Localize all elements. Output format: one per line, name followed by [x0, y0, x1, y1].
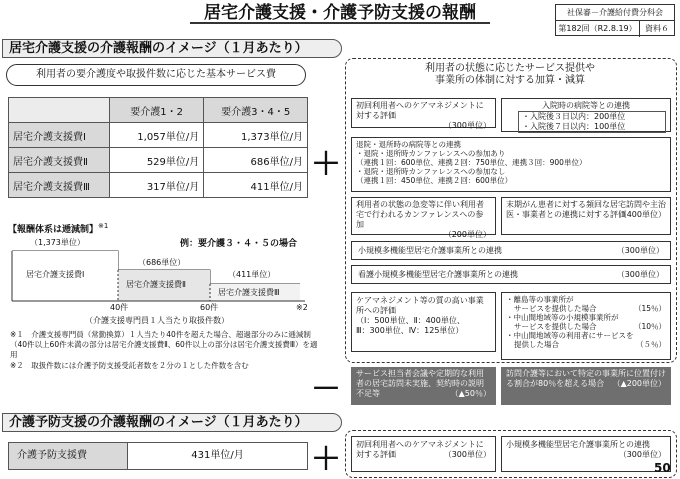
decrease-title: 【報酬体系は逓減制】$^{※1}$ — [8, 222, 109, 235]
page-title: 居宅介護支援・介護予防支援の報酬 — [190, 2, 490, 24]
add-initial: 初回利用者へのケアマネジメントに対する評価 （300単位） — [351, 98, 496, 128]
footnote-1: ※１ 介護支援専門員（常勤換算）１人当たり40件を超えた場合、超過部分のみに逓減制（40件以上60件未満の部分は居宅介護支援費Ⅱ、60件以上の部分は居宅介護支援費Ⅲ）を適用 — [10, 330, 318, 359]
add-high-quality: ケアマネジメント等の質の高い事業所への評価 （Ⅰ：500単位、Ⅱ：400単位、 Ⅲ：300単位、Ⅳ：125単位） — [351, 292, 496, 352]
reduction-2: 訪問介護等において特定の事業所に位置付ける割合が80％を超える場合 （▲200単位） — [501, 367, 671, 405]
plus-sign: ＋ — [311, 147, 341, 182]
add-nursing-small-multi: 看護小規模多機能型居宅介護事業所との連携 （300単位） — [351, 265, 671, 284]
fee-table-header: 要介護1・2 — [110, 98, 204, 123]
section2-title: 介護予防支援の介護報酬のイメージ（１月あたり） — [2, 413, 342, 432]
fee-cell: 317単位/月 — [110, 173, 204, 198]
step1-label: 居宅介護支援費Ⅰ — [26, 270, 85, 279]
section1-title: 居宅介護支援の介護報酬のイメージ（１月あたり） — [2, 39, 342, 58]
fee-cell: 1,373単位/月 — [204, 123, 308, 148]
page-number: 50 — [654, 461, 671, 475]
add-small-multi: 小規模多機能型居宅介護事業所との連携 （300単位） — [351, 241, 671, 260]
header-org: 社保審－介護給付費分科会 — [556, 5, 674, 21]
minus-sign: － — [311, 372, 341, 407]
footnote-2: ※２ 取扱件数には介護予防支援受託者数を２分の１とした件数を含む — [10, 361, 249, 370]
add-discharge: 退院・退所時の病院等との連携 ・退院・退所時カンファレンスへの参加あり （連携１回：600単位、連携２回：750単位、連携３回：900単位） ・退院・退所時カンファレンスへの参加なし （連携１回：450単位、連携２回：600単位） — [351, 137, 671, 192]
fee-row-label: 居宅介護支援費Ⅲ — [9, 173, 110, 198]
header-box — [555, 4, 675, 36]
fee-table — [8, 97, 308, 198]
decrease-example: 例：要介護３・４・５の場合 — [180, 239, 298, 249]
prevention-label: 介護予防支援費 — [9, 443, 128, 469]
x-label-40: 40件 — [110, 303, 129, 312]
decrease-val1: （1,373単位） — [30, 238, 85, 247]
add-emergency: 利用者の状態の急変等に伴い利用者宅で行われるカンファレンスへの参加 （200単位） — [351, 197, 496, 235]
add-remote-area: ・離島等の事業所が サービスを提供した場合 （15％） ・中山間地域等の小規模事業所が サービスを提供した場合 （10％） ・中山間地域等の利用者にサービスを 提供した場合 （５％） — [501, 292, 671, 360]
x-label-60: 60件 — [200, 303, 219, 312]
header-meeting: 第182回（R2.8.19） — [556, 21, 640, 37]
fee-row-label: 居宅介護支援費Ⅱ — [9, 148, 110, 173]
fee-cell: 686単位/月 — [204, 148, 308, 173]
fee-table-corner — [9, 98, 110, 123]
prev-add-initial: 初回利用者へのケアマネジメントに対する評価 （300単位） — [351, 436, 496, 472]
decrease-val2: （686単位） — [138, 258, 186, 267]
header-doc: 資料６ — [645, 24, 669, 33]
add-terminal: 末期がん患者に対する頻回な居宅訪問や主治医・事業者との連携に対する評価 （400単位） — [501, 197, 671, 235]
axis-label: （介護支援専門員１人当たり取扱件数） — [85, 316, 229, 325]
x-note-mark: ※2 — [296, 303, 308, 312]
step2-label: 居宅介護支援費Ⅱ — [126, 280, 186, 289]
fee-cell: 1,057単位/月 — [110, 123, 204, 148]
prevention-value: 431単位/月 — [191, 450, 244, 461]
reduction-1: サービス担当者会議や定期的な利用者の居宅訪問未実施、契約時の説明不足等 （▲50％） — [351, 367, 496, 405]
plus-sign-2: ＋ — [311, 442, 341, 477]
prev-add-small-multi: 小規模多機能型居宅介護事業所との連携 （300単位） — [501, 436, 671, 472]
fee-table-header: 要介護3・4・5 — [204, 98, 308, 123]
add-hospital: 入院時の病院等との連携 ・入院後３日以内：200単位 ・入院後７日以内：100単位 — [501, 98, 671, 132]
step3-label: 居宅介護支援費Ⅲ — [218, 288, 280, 297]
decrease-val3: （411単位） — [228, 270, 276, 279]
additions-title: 利用者の状態に応じたサービス提供や 事業所の体制に対する加算・減算 — [425, 63, 595, 86]
fee-cell: 411単位/月 — [204, 173, 308, 198]
fee-row-label: 居宅介護支援費Ⅰ — [9, 123, 110, 148]
basic-service-label: 利用者の要介護度や取扱件数に応じた基本サービス費 — [6, 64, 306, 86]
fee-cell: 529単位/月 — [110, 148, 204, 173]
prevention-row — [8, 442, 308, 470]
